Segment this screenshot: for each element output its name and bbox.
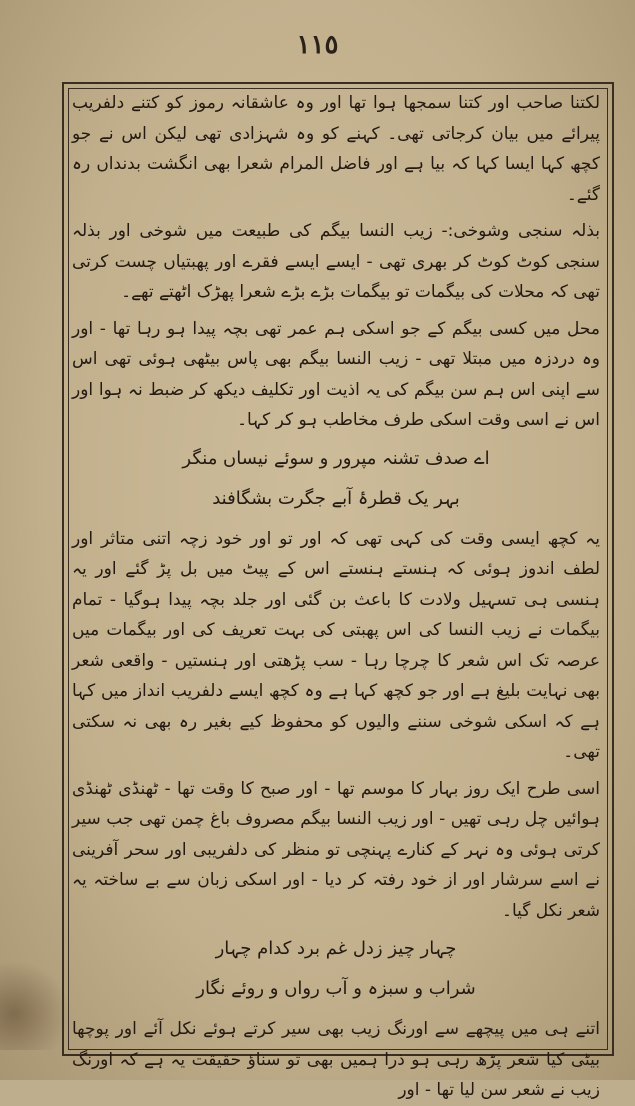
paragraph-wit-heading: بذلہ سنجی وشوخی:- زیب النسا بیگم کی طبیعت میں شوخی اور بذلہ سنجی کوٹ کوٹ کر بھری تھی - ایسے ایسے فقرے اور پھبتیاں چست کرتی تھی کہ محلات کی بیگمات تو بیگمات بڑے بڑے شعرا پھڑک اٹھتے تھے۔ xyxy=(72,221,600,302)
paragraph-palace-story: محل میں کسی بیگم کے جو اسکی ہم عمر تھی بچہ پیدا ہو رہا تھا - اور وہ دردزہ میں مبتلا تھی - زیب النسا بیگم بھی پاس بیٹھی ہوئی تھی اس سے اپنی اس ہم سن بیگم کی یہ اذیت اور تکلیف دیکھ کر ضبط نہ ہوا اور اس نے اسی وقت اسکی طرف مخاطب ہو کر کہا۔ xyxy=(72,318,600,430)
page-number: ١١٥ xyxy=(296,30,339,60)
verse-block-1 xyxy=(72,442,600,516)
verse-block-2 xyxy=(72,932,600,1006)
paper-stain xyxy=(0,960,70,1050)
verse-line: بہر یک قطرۂ آبے جگرت بشگافند xyxy=(212,487,460,509)
page-body xyxy=(72,88,600,1100)
paragraph-aurangzeb: اتنے ہی میں پیچھے سے اورنگ زیب بھی سیر کرتے ہوئے نکل آئے اور پوچھا بیٹی کیا شعر پڑھ رہی ہو ذرا ہمیں بھی تو سناؤ حقیقت یہ ہے کہ اورنگ زیب نے شعر سن لیا تھا - اور xyxy=(72,1019,600,1100)
verse-line: چہار چیز زدل غم برد کدام چہار xyxy=(215,938,457,959)
paragraph-intro: لکتنا صاحب اور کتنا سمجھا ہوا تھا اور وہ عاشقانہ رموز کو کتنے دلفریب پیرائے میں بیان کرجاتی تھی۔ کہنے کو وہ شہزادی تھی لیکن اس نے جو کچھ کہا ایسا کہا کہ بیا ہے اور فاضل المرام شعرا بھی انگشت بدنداں رہ گئے۔ xyxy=(72,93,600,205)
paragraph-spring-morning: اسی طرح ایک روز بہار کا موسم تھا - اور صبح کا وقت تھا - ٹھنڈی ٹھنڈی ہوائیں چل رہی تھیں - اور زیب النسا بیگم مصروف باغ چمن تھی جب سیر کرتی ہوئی وہ نہر کے کنارے پہنچی تو منظر کی دلفریبی اور سحر آفرینی نے اسے سرشار اور از خود رفتہ کر دیا - اور اسکی زبان سے بے ساختہ یہ شعر نکل گیا۔ xyxy=(72,778,600,921)
verse-line: اے صدف تشنہ مپرور و سوئے نیساں منگر xyxy=(182,447,490,469)
paragraph-verse-effect: یہ کچھ ایسی وقت کی کہی تھی کہ اور تو اور خود زچہ اتنی متاثر اور لطف اندوز ہوئی کہ ہنستے ہنستے اس کے پیٹ میں بل پڑ گئے اور یہ ہنسی ہی تسہیل ولادت کا باعث بن گئی اور جلد بچہ پیدا ہوگیا - تمام بیگمات نے زیب النسا کی اس پھبتی کی بہت تعریف کی اور بیگمات میں عرصہ تک اس شعر کا چرچا رہا - سب پڑھتی اور ہنستیں - واقعی شعر بھی نہایت بلیغ ہے اور جو کچھ کہا ہے وہ کچھ ایسے دلفریب انداز میں کہا ہے کہ اسکی شوخی سننے والیوں کو محفوظ کیے بغیر رہ بھی نہ سکتی تھی۔ xyxy=(72,528,600,762)
verse-line: شراب و سبزہ و آب رواں و روئے نگار xyxy=(196,978,476,999)
